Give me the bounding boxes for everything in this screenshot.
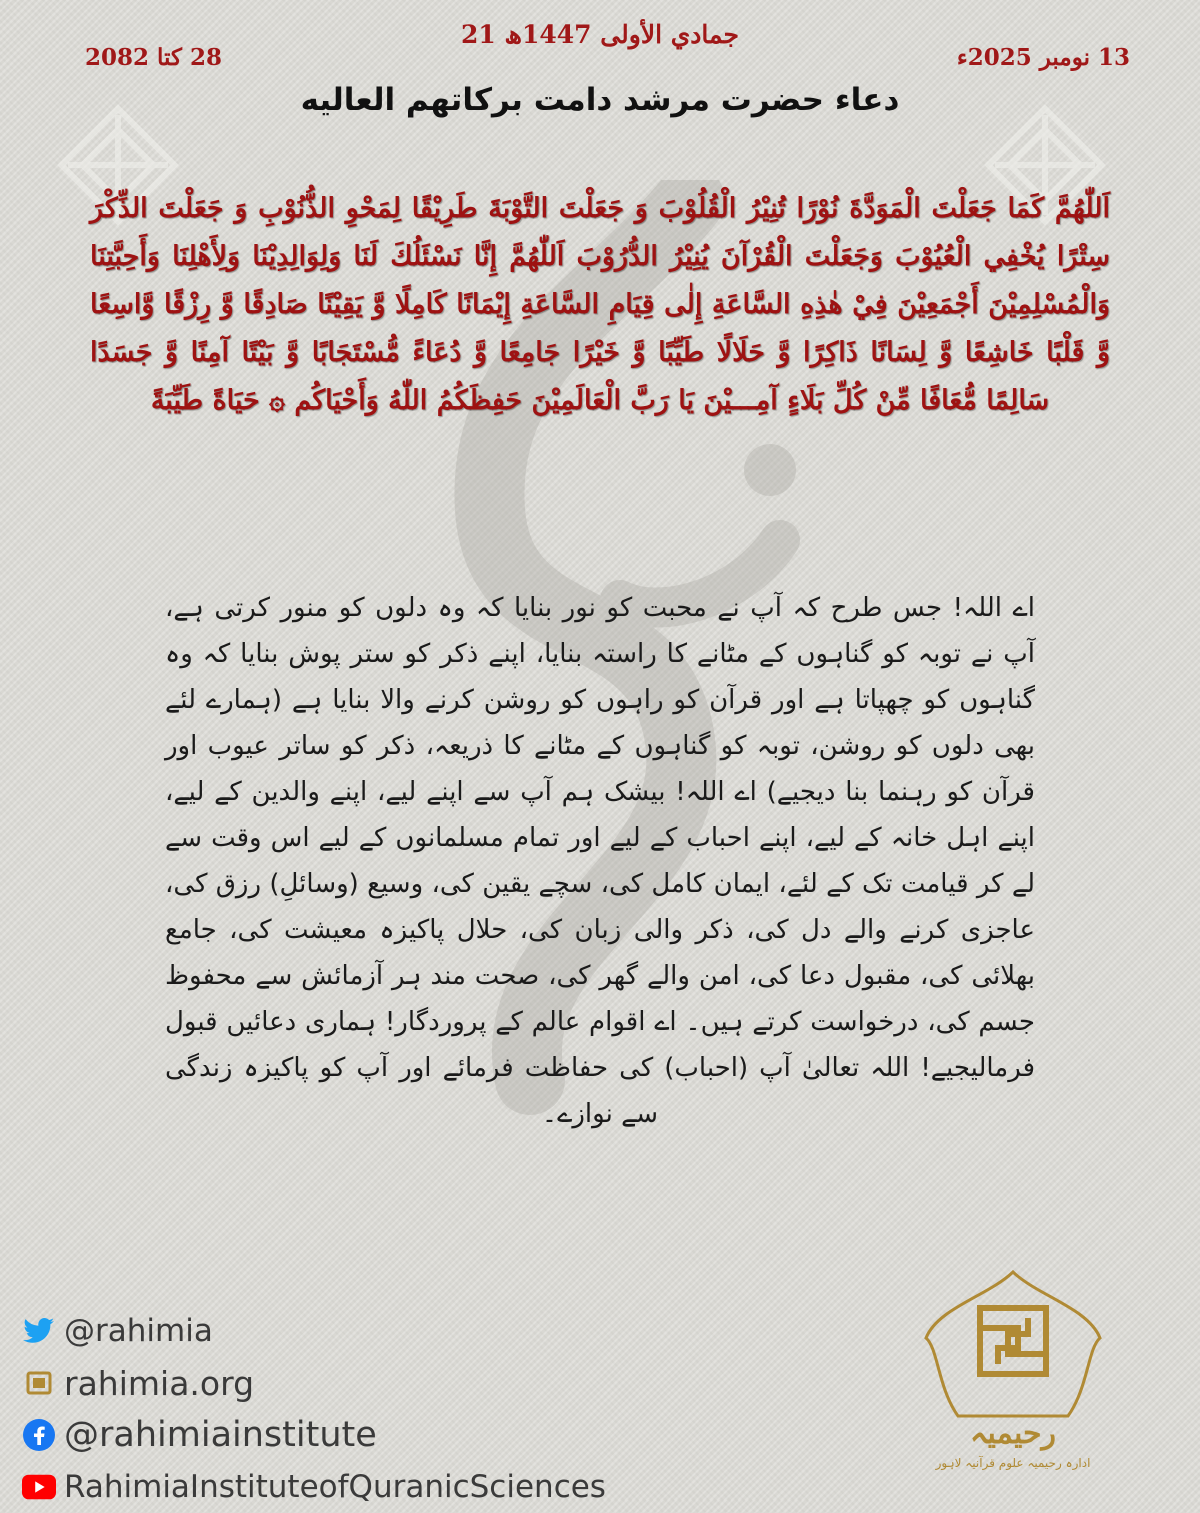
logo-name: رحیمیہ: [969, 1416, 1057, 1451]
facebook-handle: @rahimiainstitute: [64, 1415, 377, 1455]
institute-logo: [918, 1268, 1108, 1480]
website-link[interactable]: [22, 1357, 606, 1409]
website-url: rahimia.org: [64, 1363, 255, 1403]
logo-emblem-icon: [918, 1268, 1108, 1418]
twitter-icon: [22, 1314, 56, 1348]
youtube-link[interactable]: [22, 1461, 606, 1513]
gregorian-date: 13 نومبر 2025ء: [956, 44, 1130, 71]
bikrami-date: 28 کتا 2082: [85, 44, 222, 71]
twitter-handle: @rahimia: [64, 1313, 213, 1349]
facebook-icon: [22, 1418, 56, 1452]
urdu-translation-text: اے اللہ! جس طرح کہ آپ نے محبت کو نور بنایا کہ وہ دلوں کو منور کرتی ہے، آپ نے توبہ کو گناہوں کے مٹانے کا راستہ بنایا، اپنے ذکر کو ستر پوش بنایا کہ وہ گناہوں کو چھپاتا ہے اور قرآن کو راہوں کو روشن کرنے والا بنایا ہے (ہمارے لئے بھی دلوں کو روشن، توبہ کو گناہوں کے مٹانے کا ذریعہ، ذکر کو ساتر عیوب اور قرآن کو رہنما بنا دیجیے) اے اللہ! بیشک ہم آپ سے اپنے لیے، اپنے والدین کے لیے، اپنے اہل خانہ کے لیے، اپنے احباب کے لیے اور تمام مسلمانوں کے لیے اس وقت سے لے کر قیامت تک کے لئے، ایمان کامل کی، سچے یقین کی، وسیع (وسائلِ) رزق کی، عاجزی کرنے والے دل کی، ذکر والی زبان کی، حلال پاکیزہ معیشت کی، جامع بھلائی کی، مقبول دعا کی، امن والے گھر کی، صحت مند ہر آزمائش سے محفوظ جسم کی، درخواست کرتے ہیں۔ اے اقوام عالم کے پروردگار! ہماری دعائیں قبول فرمالیجیے! اللہ تعالیٰ آپ (احباب) کی حفاظت فرمائے اور آپ کو پاکیزہ زندگی سے نوازے۔: [165, 593, 1035, 1129]
website-icon: [22, 1366, 56, 1400]
youtube-channel: RahimiaInstituteofQuranicSciences: [64, 1469, 606, 1505]
twitter-link[interactable]: [22, 1305, 606, 1357]
logo-subtitle: ادارہ رحیمیہ علوم قرآنیہ لاہور: [935, 1456, 1091, 1470]
page-title: دعاء حضرت مرشد دامت برکاتهم العاليه: [300, 82, 900, 118]
social-links: [22, 1305, 606, 1513]
arabic-dua-text: اَللّٰهُمَّ كَمَا جَعَلْتَ الْمَوَدَّةَ نُوْرًا تُنِيْرُ الْقُلُوْبَ وَ جَعَلْتَ التَّوْبَةَ طَرِيْقًا لِمَحْوِ الذُّنُوْبِ وَ جَعَلْتَ الذِّكْرَ سِتْرًا يُخْفِي الْعُيُوْبَ وَجَعَلْتَ الْقُرْآنَ يُنِيْرُ الدُّرُوْبَ اَللّٰهُمَّ إِنَّا نَسْئَلُكَ لَنَا وَلِوَالِدِيْنَا وَلِأَهْلِنَا وَأَحِبَّتِنَا وَالْمُسْلِمِيْنَ أَجْمَعِيْنَ فِيْ هٰذِهِ السَّاعَةِ إِلٰى قِيَامِ السَّاعَةِ إِيْمَانًا كَامِلًا وَّ يَقِيْنًا صَادِقًا وَّ رِزْقًا وَّاسِعًا وَّ قَلْبًا خَاشِعًا وَّ لِسَانًا ذَاكِرًا وَّ حَلَالًا طَيِّبًا وَّ خَيْرًا جَامِعًا وَّ دُعَاءً مُّسْتَجَابًا وَّ بَيْتًا آمِنًا وَّ جَسَدًا سَالِمًا مُّعَافًا مِّنْ كُلِّ بَلَاءٍ آمِـــيْنَ يَا رَبَّ الْعَالَمِيْنَ حَفِظَكُمُ اللّٰهُ وَأَحْيَاكُم ۞ حَيَاةً طَيِّبَةً: [90, 193, 1110, 416]
hijri-date: 21 جمادي الأولى 1447ھ: [461, 20, 739, 49]
facebook-link[interactable]: [22, 1409, 606, 1461]
youtube-icon: [22, 1470, 56, 1504]
